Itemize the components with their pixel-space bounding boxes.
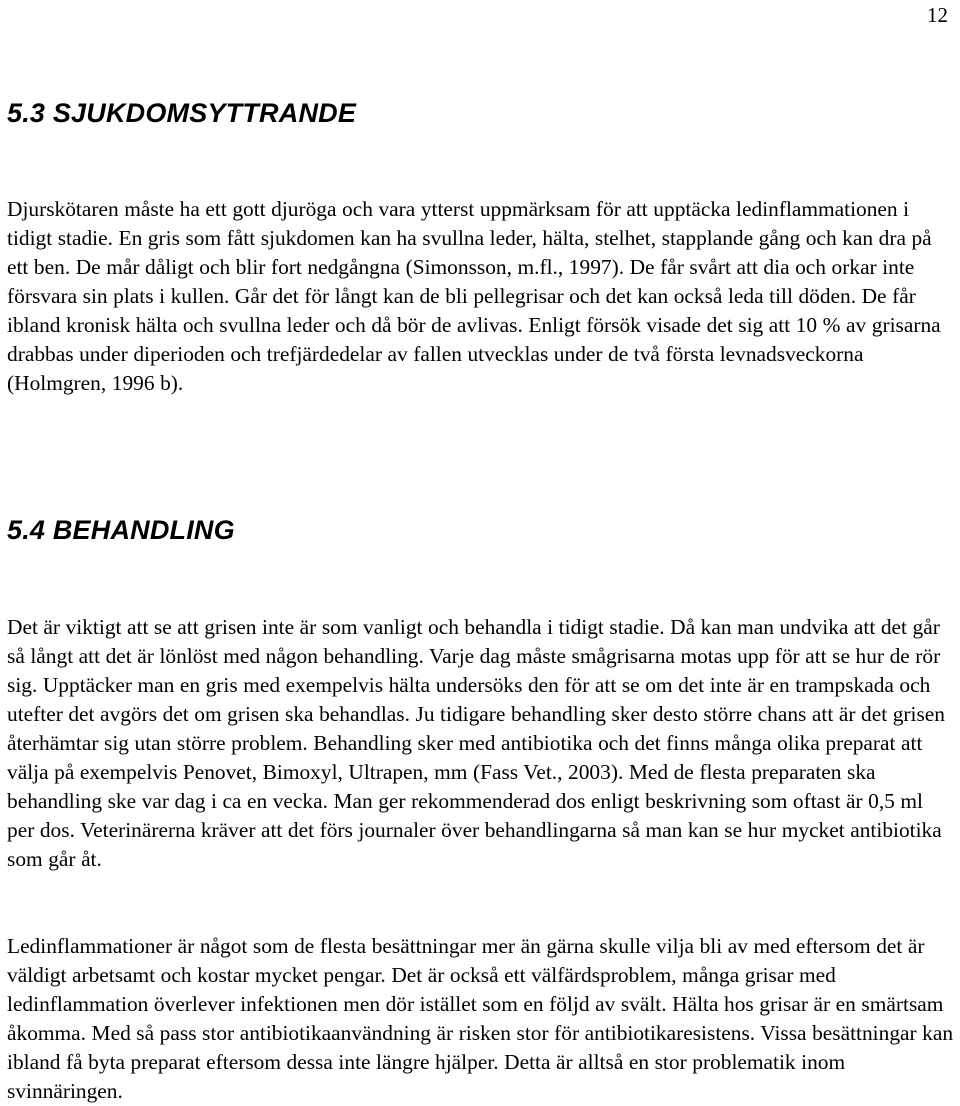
page-number: 12 bbox=[927, 3, 948, 27]
section-heading-behandling: 5.4 BEHANDLING bbox=[7, 515, 235, 545]
section-heading-sjukdomsyttrande: 5.3 SJUKDOMSYTTRANDE bbox=[7, 98, 357, 128]
paragraph: Djurskötaren måste ha ett gott djuröga och vara ytterst uppmärksam för att upptäcka ledinflammationen i tidigt stadie. En gris som fått sjukdomen kan ha svullna leder, hälta, stelhet, stapplande gång och kan dra på ett ben. De mår dåligt och blir fort nedgångna (Simonsson, m.fl., 1997). De får svårt att dia och orkar inte försvara sin plats i kullen. Går det för långt kan de bli pellegrisar och det kan också leda till döden. De får ibland kronisk hälta och svullna leder och då bör de avlivas. Enligt försök visade det sig att 10 % av grisarna drabbas under diperioden och trefjärdedelar av fallen utvecklas under de två första levnadsveckorna (Holmgren, 1996 b). bbox=[7, 197, 941, 395]
paragraph: Det är viktigt att se att grisen inte är som vanligt och behandla i tidigt stadie. Då kan man undvika att det går så långt att det är lönlöst med någon behandling. Varje dag måste smågrisarna motas upp för att se hur de rör sig. Upptäcker man en gris med exempelvis hälta undersöks den för att se om det inte är en trampskada och utefter det avgörs det om grisen ska behandlas. Ju tidigare behandling sker desto större chans att är det grisen återhämtar sig utan större problem. Behandling sker med antibiotika och det finns många olika preparat att välja på exempelvis Penovet, Bimoxyl, Ultrapen, mm (Fass Vet., 2003). Med de flesta preparaten ska behandling ske var dag i ca en vecka. Man ger rekommenderad dos enligt beskrivning som oftast är 0,5 ml per dos. Veterinärerna kräver att det förs journaler över behandlingarna så man kan se hur mycket antibiotika som går åt. bbox=[7, 615, 945, 871]
paragraph: Ledinflammationer är något som de flesta besättningar mer än gärna skulle vilja bli av med eftersom det är väldigt arbetsamt och kostar mycket pengar. Det är också ett välfärdsproblem, många grisar med ledinflammation överlever infektionen men dör istället som en följd av svält. Hälta hos grisar är en smärtsam åkomma. Med så pass stor antibiotikaanvändning är risken stor för antibiotikaresistens. Vissa besättningar kan ibland få byta preparat eftersom dessa inte längre hjälper. Detta är alltså en stor problematik inom svinnäringen. bbox=[7, 934, 954, 1103]
